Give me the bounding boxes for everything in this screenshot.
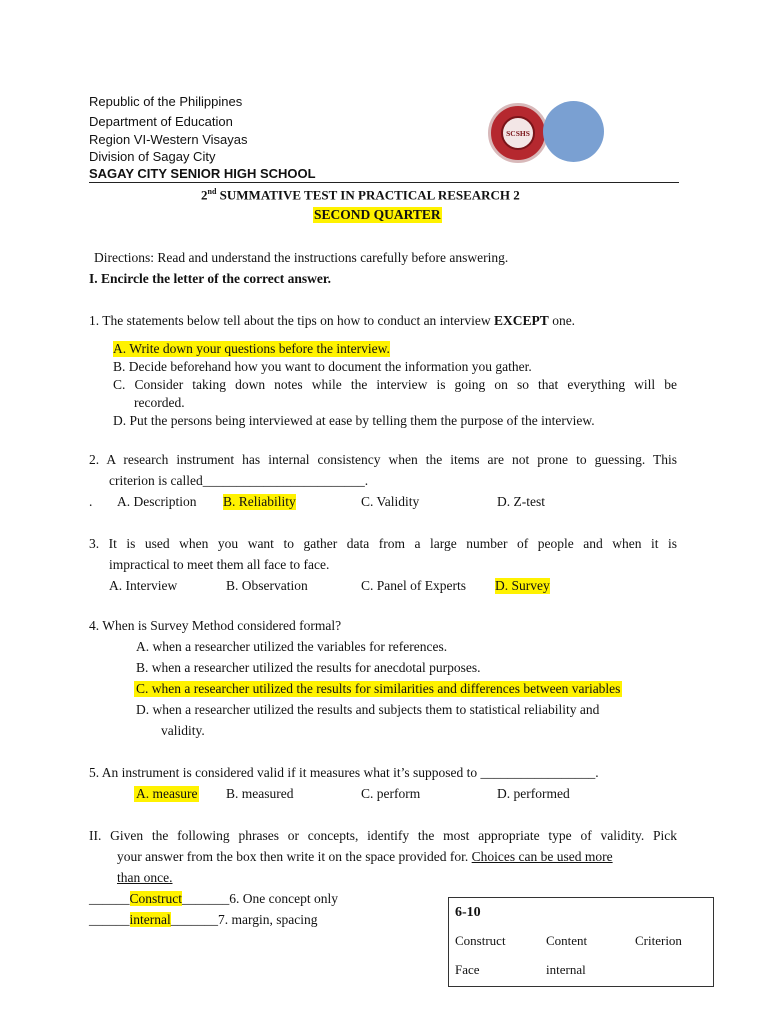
choice-internal: internal: [546, 962, 586, 977]
q1-stem-post: one.: [548, 313, 576, 328]
title-ordinal-suffix: nd: [207, 187, 217, 196]
item7-blank-pre: ______: [89, 912, 130, 927]
logo-text: SCSHS: [506, 129, 530, 138]
header-line-deped: Department of Education: [89, 114, 233, 129]
blue-circle-decoration: [543, 101, 604, 162]
q5-option-c: C. perform: [361, 786, 421, 801]
choice-criterion: Criterion: [635, 933, 682, 948]
choices-box-title: 6-10: [455, 905, 481, 920]
part2-line2-underlined: Choices can be used more: [471, 849, 613, 864]
directions: Directions: Read and understand the instructions carefully before answering.: [94, 250, 509, 265]
choices-box: [448, 897, 714, 987]
item6-blank-post: _______6. One concept only: [182, 891, 338, 906]
q5-option-a: A. measure: [136, 786, 198, 801]
title-rest: SUMMATIVE TEST IN PRACTICAL RESEARCH 2: [216, 187, 520, 203]
q2-stem-line1: 2. A research instrument has internal consistency when the items are not prone to guessing. This: [89, 452, 677, 467]
q1-option-c-cont: recorded.: [134, 395, 185, 410]
item7-answer: internal: [129, 912, 171, 927]
q3-option-c: C. Panel of Experts: [361, 578, 466, 593]
q2-option-a: A. Description: [117, 494, 197, 509]
school-logo: [488, 103, 548, 163]
item7-blank-post: _______7. margin, spacing: [170, 912, 318, 927]
q5-stem: 5. An instrument is considered valid if it measures what it’s supposed to _________________.: [89, 765, 599, 780]
header-divider: [89, 182, 679, 183]
header-line-division: Division of Sagay City: [89, 149, 216, 164]
item-7: [89, 912, 317, 928]
q4-option-c: C. when a researcher utilized the results for similarities and differences between variables: [136, 681, 621, 696]
q3-option-b: B. Observation: [226, 578, 308, 593]
q4-option-d-cont: validity.: [161, 723, 205, 738]
q1-stem: [89, 313, 575, 329]
q3-option-d: D. Survey: [495, 578, 550, 593]
q3-stem-line1: 3. It is used when you want to gather data from a large number of people and when it is: [89, 536, 677, 551]
choice-content: Content: [546, 933, 588, 948]
header-line-region: Region VI-Western Visayas: [89, 132, 248, 147]
q4-stem: 4. When is Survey Method considered formal?: [89, 618, 342, 633]
part1-heading: I. Encircle the letter of the correct answer.: [89, 271, 332, 286]
test-title: [201, 187, 520, 203]
q1-option-a: A. Write down your questions before the interview.: [113, 341, 390, 356]
q1-option-c: C. Consider taking down notes while the interview is going on so that everything will be: [113, 377, 677, 392]
q2-dot: .: [89, 494, 93, 509]
q5-option-d: D. performed: [497, 786, 570, 801]
part2-line2: [117, 849, 613, 865]
choice-construct: Construct: [455, 933, 506, 948]
item6-blank-pre: ______: [89, 891, 130, 906]
part2-line3: than once.: [117, 870, 173, 885]
q2-option-d: D. Z-test: [497, 494, 545, 509]
choice-face: Face: [455, 962, 480, 977]
q2-option-b: B. Reliability: [223, 494, 296, 509]
school-name: SAGAY CITY SENIOR HIGH SCHOOL: [89, 166, 316, 181]
q3-option-a: A. Interview: [109, 578, 178, 593]
q1-option-b: B. Decide beforehand how you want to document the information you gather.: [113, 359, 532, 374]
q2-stem-line2: criterion is called________________________.: [109, 473, 369, 488]
q1-option-d: D. Put the persons being interviewed at ease by telling them the purpose of the interview.: [113, 413, 595, 428]
q1-stem-pre: 1. The statements below tell about the tips on how to conduct an interview: [89, 313, 495, 328]
q4-option-a: A. when a researcher utilized the variables for references.: [136, 639, 448, 654]
item6-answer: Construct: [129, 891, 182, 906]
logo-seal: [501, 116, 535, 150]
part2-line2-plain: your answer from the box then write it on the space provided for.: [117, 849, 472, 864]
q3-stem-line2: impractical to meet them all face to face.: [109, 557, 330, 572]
header-line-republic: Republic of the Philippines: [89, 94, 243, 109]
q5-option-b: B. measured: [226, 786, 294, 801]
part2-line1: II. Given the following phrases or concepts, identify the most appropriate type of validity. Pick: [89, 828, 677, 843]
item-6: [89, 891, 338, 907]
title-ordinal: 2: [201, 187, 208, 203]
q1-stem-bold: EXCEPT: [494, 313, 549, 328]
q2-option-c: C. Validity: [361, 494, 420, 509]
q4-option-d: D. when a researcher utilized the results and subjects them to statistical reliability and: [136, 702, 600, 717]
q4-option-b: B. when a researcher utilized the results for anecdotal purposes.: [136, 660, 481, 675]
quarter-title: SECOND QUARTER: [314, 207, 441, 222]
